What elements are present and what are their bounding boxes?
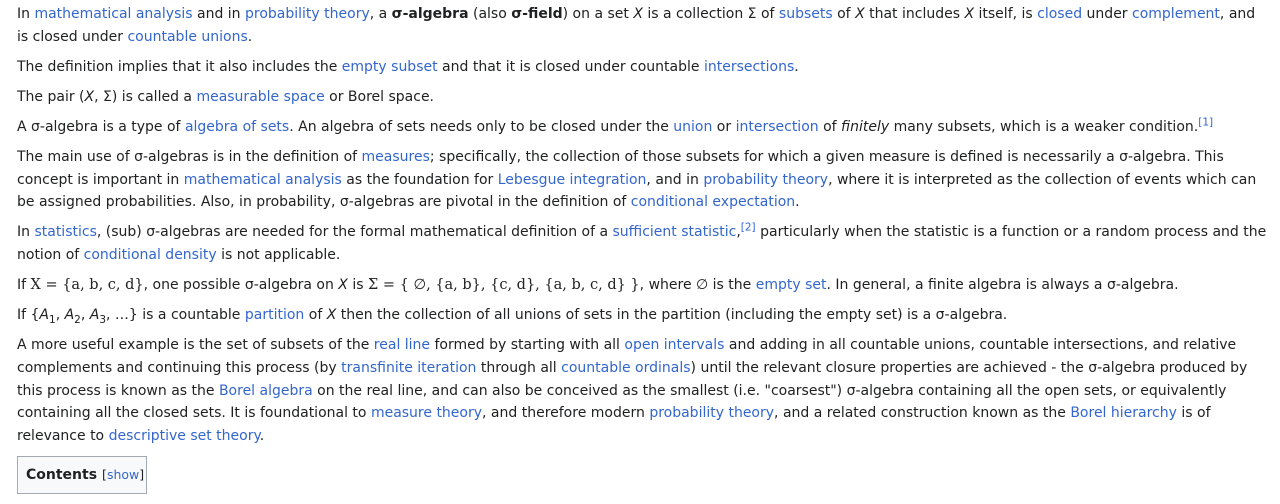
link-borel-algebra[interactable]: Borel algebra [218, 382, 313, 399]
link-measure-theory[interactable]: measure theory [370, 405, 483, 422]
text: formed by starting with all [430, 337, 625, 354]
text: A σ-algebra is a type of [17, 118, 185, 135]
text: . In general, a finite algebra is always a σ-algebra. [826, 277, 1179, 294]
emphasis-finitely: finitely [841, 118, 890, 135]
text: , and therefore modern [482, 405, 650, 422]
text: or Borel space. [324, 88, 435, 105]
bracket: ] [139, 466, 145, 482]
paragraph-implication [17, 56, 1267, 79]
text: through all [476, 359, 562, 376]
text: ) on a set [562, 6, 634, 22]
paragraph-definition [17, 3, 1267, 49]
text: . [259, 428, 265, 445]
link-subsets[interactable]: subsets [778, 6, 833, 22]
link-descriptive-set-theory[interactable]: descriptive set theory [108, 428, 260, 445]
text: If { [17, 307, 40, 324]
reference-2[interactable]: [2] [740, 221, 756, 234]
text: as the foundation for [341, 171, 498, 188]
text: of [304, 307, 327, 324]
text: that includes [864, 6, 965, 22]
link-algebra-of-sets[interactable]: algebra of sets [184, 118, 290, 135]
text: on the real line, and can also be conceived as the smallest (i.e. "coarsest") σ-algebra containing all the open sets, or equivalently containing all the closed sets. It is foundational to [17, 382, 1227, 422]
text: is not applicable. [216, 247, 341, 264]
var-a: A [89, 307, 100, 324]
text: . An algebra of sets needs only to be closed under the [289, 118, 674, 135]
paragraph-algebra-of-sets [17, 116, 1267, 139]
term-sigma-field: σ-field [511, 6, 563, 22]
link-countable-unions[interactable]: countable unions [127, 28, 248, 45]
subscript: 2 [74, 313, 81, 326]
var-x: X [84, 88, 95, 105]
text: . [795, 194, 800, 211]
text: and in [192, 6, 245, 22]
text: , (sub) σ-algebras are needed for the formal mathematical definition of a [96, 224, 613, 241]
text: is of relevance to [17, 405, 1211, 445]
link-conditional-density[interactable]: conditional density [83, 247, 217, 264]
link-partition[interactable]: partition [244, 307, 305, 324]
toc-toggle [102, 464, 144, 487]
link-complement[interactable]: complement [1132, 6, 1220, 22]
math-x-set: X = {a, b, c, d} [30, 277, 144, 294]
link-mathematical-analysis[interactable]: mathematical analysis [183, 171, 342, 188]
text: , where ∅ is the [639, 277, 756, 294]
text: of [818, 118, 842, 135]
text: under [1082, 6, 1133, 22]
text: particularly when the statistic is a function or a random process and the notion of [17, 224, 1267, 264]
text: The definition implies that it also includes the [17, 58, 342, 75]
var-x: X [633, 6, 643, 22]
term-sigma-algebra: σ-algebra [391, 6, 469, 22]
text: (also [468, 6, 512, 22]
link-mathematical-analysis[interactable]: mathematical analysis [34, 6, 193, 22]
text: . [794, 58, 799, 75]
text: then the collection of all unions of sets in the partition (including the empty set) is a σ-algebra. [336, 307, 1008, 324]
subscript: 1 [49, 313, 56, 326]
text: , and a related construction known as the [774, 405, 1071, 422]
text: , and is closed under [17, 6, 1256, 45]
text: , [55, 307, 65, 324]
link-intersections[interactable]: intersections [703, 58, 795, 75]
link-lebesgue-integration[interactable]: Lebesgue integration [497, 171, 647, 188]
text: , where it is interpreted as the collection of events which can be assigned probabilities. Also, in probability, σ-algebras are pivotal in the definition of [17, 171, 1257, 211]
link-probability-theory[interactable]: probability theory [245, 6, 370, 22]
reference-1[interactable]: [1] [1198, 116, 1214, 129]
var-x: X [855, 6, 865, 22]
link-empty-subset[interactable]: empty subset [341, 58, 438, 75]
var-x: X [326, 307, 337, 324]
var-x: X [964, 6, 975, 22]
link-conditional-expectation[interactable]: conditional expectation [630, 194, 796, 211]
link-closed[interactable]: closed [1037, 6, 1083, 22]
toc-title: Contents [26, 466, 98, 483]
paragraph-statistics [17, 221, 1267, 267]
text: , [736, 224, 741, 241]
link-probability-theory[interactable]: probability theory [703, 171, 829, 188]
link-measures[interactable]: measures [361, 148, 430, 165]
text: A more useful example is the set of subsets of the [17, 337, 374, 354]
text: . [247, 28, 253, 45]
text: is [347, 277, 368, 294]
paragraph-main-use [17, 146, 1267, 214]
table-of-contents [17, 456, 147, 494]
paragraph-example-finite [17, 274, 1267, 297]
toc-show-button[interactable]: show [106, 466, 140, 482]
math-sigma-set: Σ = { ∅, {a, b}, {c, d}, {a, b, c, d} } [367, 277, 640, 294]
var-x: X [338, 277, 348, 294]
text: , Σ) is called a [94, 88, 197, 105]
link-transfinite-iteration[interactable]: transfinite iteration [341, 359, 477, 376]
text: , one possible σ-algebra on [143, 277, 339, 294]
text: If [17, 277, 31, 294]
text: of [832, 6, 856, 22]
link-open-intervals[interactable]: open intervals [624, 337, 725, 354]
text: is a collection Σ of [642, 6, 779, 22]
link-real-line[interactable]: real line [373, 337, 431, 354]
link-statistics[interactable]: statistics [34, 224, 97, 241]
text: In [17, 6, 35, 22]
paragraph-example-borel [17, 334, 1267, 448]
link-countable-ordinals[interactable]: countable ordinals [561, 359, 691, 376]
link-sufficient-statistic[interactable]: sufficient statistic [612, 224, 737, 241]
link-union[interactable]: union [673, 118, 713, 135]
article-content [17, 3, 1267, 455]
text: The main use of σ-algebras is in the definition of [17, 148, 362, 165]
paragraph-measurable-space [17, 86, 1267, 109]
text: ) until the relevant closure properties are achieved - the σ-algebra produced by this process is known as the [17, 359, 1248, 399]
subscript: 3 [99, 313, 107, 326]
text: or [712, 118, 736, 135]
link-borel-hierarchy[interactable]: Borel hierarchy [1070, 405, 1177, 422]
text: , and in [646, 171, 704, 188]
text: and that it is closed under countable [437, 58, 704, 75]
text: , …} is a countable [106, 307, 245, 324]
text: many subsets, which is a weaker condition. [889, 118, 1199, 135]
link-empty-set[interactable]: empty set [755, 277, 827, 294]
link-measurable-space[interactable]: measurable space [196, 88, 325, 105]
text: The pair ( [17, 88, 85, 105]
text: ; specifically, the collection of those subsets for which a given measure is defined is necessarily a σ-algebra. This concept is important in [17, 148, 1224, 188]
var-a: A [39, 307, 49, 324]
var-a: A [64, 307, 75, 324]
paragraph-example-partition [17, 304, 1267, 327]
text: and adding in all countable unions, countable intersections, and relative complements and continuing this process (by [17, 337, 1237, 376]
text: itself, is [974, 6, 1038, 22]
link-intersection[interactable]: intersection [735, 118, 819, 135]
bracket: [ [102, 466, 107, 482]
link-probability-theory[interactable]: probability theory [649, 405, 775, 422]
text: , [80, 307, 90, 324]
text: , a [369, 6, 392, 22]
text: In [17, 224, 35, 241]
